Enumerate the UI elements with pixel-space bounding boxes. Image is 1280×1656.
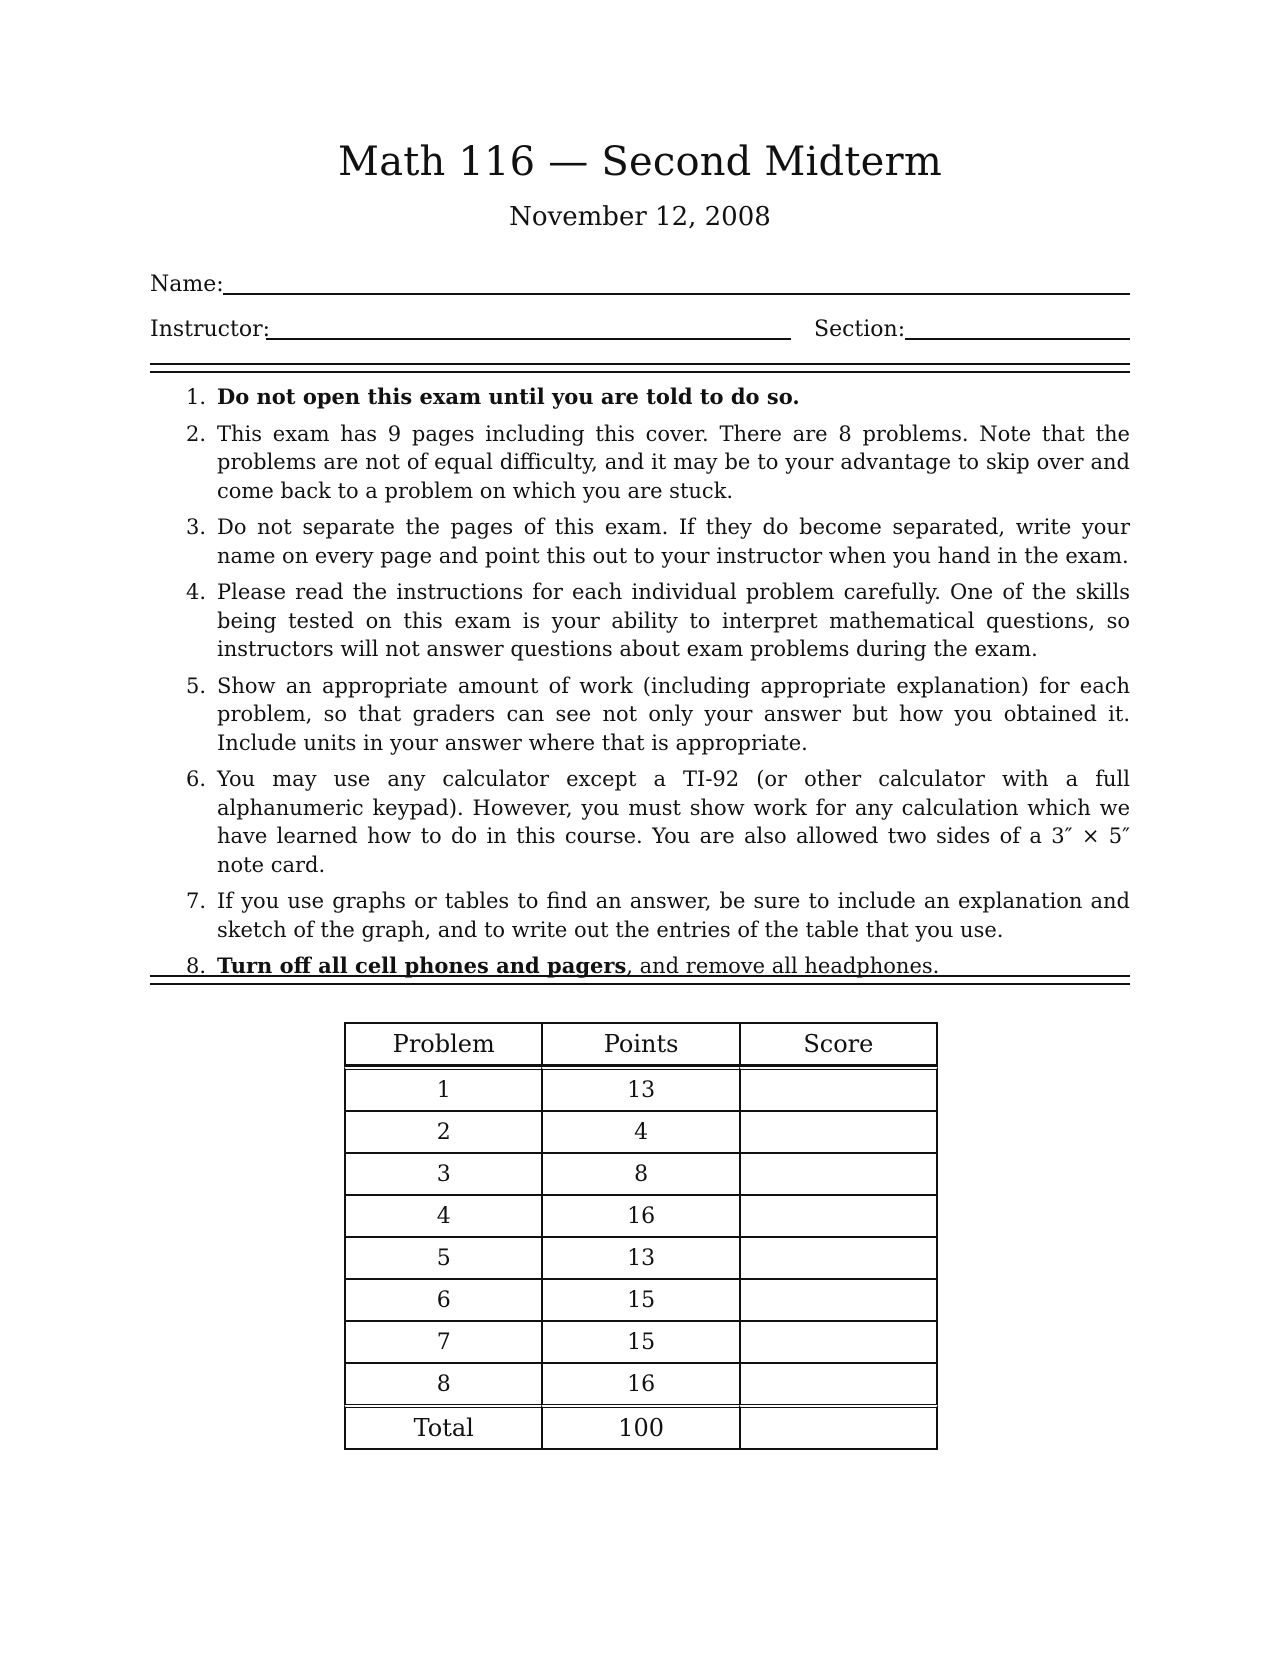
- table-row: [344, 1320, 938, 1362]
- table-row: [344, 1152, 938, 1194]
- instructor-field[interactable]: [266, 338, 791, 340]
- score-cell[interactable]: [739, 1194, 938, 1236]
- name-field-row: [150, 270, 1130, 300]
- name-label: Name:: [150, 272, 224, 297]
- problem-number: 1: [344, 1066, 541, 1110]
- table-row: [344, 1278, 938, 1320]
- problem-points: 13: [541, 1236, 738, 1278]
- top-divider: [150, 363, 1130, 373]
- total-label: Total: [344, 1404, 541, 1450]
- instruction-item: 8. Turn off all cell phones and pagers, and remove all headphones.: [186, 953, 940, 978]
- problem-number: 7: [344, 1320, 541, 1362]
- problem-points: 8: [541, 1152, 738, 1194]
- instructions-list: [188, 383, 1130, 989]
- problem-number: 2: [344, 1110, 541, 1152]
- instructor-label: Instructor:: [150, 317, 271, 342]
- problem-number: 5: [344, 1236, 541, 1278]
- total-score-cell[interactable]: [739, 1404, 938, 1450]
- name-field[interactable]: [223, 293, 1130, 295]
- score-cell[interactable]: [739, 1066, 938, 1110]
- problem-points: 4: [541, 1110, 738, 1152]
- score-cell[interactable]: [739, 1236, 938, 1278]
- instruction-item: 7. If you use graphs or tables to find an answer, be sure to include an explanation and sketch of the graph, and to write out the entries of the table that you use.: [186, 889, 1130, 942]
- table-row: [344, 1066, 938, 1110]
- problem-number: 4: [344, 1194, 541, 1236]
- score-cell[interactable]: [739, 1152, 938, 1194]
- instruction-item: 4. Please read the instructions for each individual problem carefully. One of the skills being tested on this exam is your ability to interpret mathematical questions, so instructors will not answer questions about exam problems during the exam.: [186, 580, 1130, 661]
- table-row: [344, 1362, 938, 1404]
- instruction-item: 1. Do not open this exam until you are told to do so.: [186, 384, 800, 409]
- instruction-item: 2. This exam has 9 pages including this cover. There are 8 problems. Note that the problems are not of equal difficulty, and it may be to your advantage to skip over and come back to a problem on which you are stuck.: [186, 421, 1130, 503]
- instructor-section-row: [150, 315, 1130, 345]
- problem-number: 3: [344, 1152, 541, 1194]
- problem-points: 16: [541, 1362, 738, 1404]
- instruction-item: 5. Show an appropriate amount of work (including appropriate explanation) for each problem, so that graders can see not only your answer but how you obtained it. Include units in your answer where that is appropriate.: [186, 673, 1130, 755]
- problem-number: 8: [344, 1362, 541, 1404]
- table-total-row: [344, 1404, 938, 1450]
- problem-points: 15: [541, 1320, 738, 1362]
- problem-number: 6: [344, 1278, 541, 1320]
- page-title: Math 116 — Second Midterm: [338, 139, 942, 185]
- problem-points: 13: [541, 1066, 738, 1110]
- instruction-item: 6. You may use any calculator except a TI-92 (or other calculator with a full alphanumeric keypad). However, you must show work for any calculation which we have learned how to do in this course. You are also allowed two sides of a 3″ × 5″ note card.: [186, 767, 1130, 877]
- header-score: Score: [739, 1022, 938, 1066]
- section-label: Section:: [814, 317, 906, 342]
- instruction-item: 3. Do not separate the pages of this exam. If they do become separated, write your name on every page and point this out to your instructor when you hand in the exam.: [186, 515, 1130, 568]
- table-row: [344, 1194, 938, 1236]
- section-field[interactable]: [905, 338, 1130, 340]
- total-points: 100: [541, 1404, 738, 1450]
- problem-points: 15: [541, 1278, 738, 1320]
- score-cell[interactable]: [739, 1278, 938, 1320]
- score-cell[interactable]: [739, 1320, 938, 1362]
- header-problem: Problem: [344, 1022, 541, 1066]
- score-cell[interactable]: [739, 1362, 938, 1404]
- table-row: [344, 1236, 938, 1278]
- score-table: [344, 1022, 938, 1450]
- header-points: Points: [541, 1022, 738, 1066]
- table-row: [344, 1110, 938, 1152]
- table-header-row: [344, 1022, 938, 1066]
- bottom-divider: [150, 975, 1130, 985]
- score-cell[interactable]: [739, 1110, 938, 1152]
- problem-points: 16: [541, 1194, 738, 1236]
- exam-date: November 12, 2008: [509, 202, 771, 232]
